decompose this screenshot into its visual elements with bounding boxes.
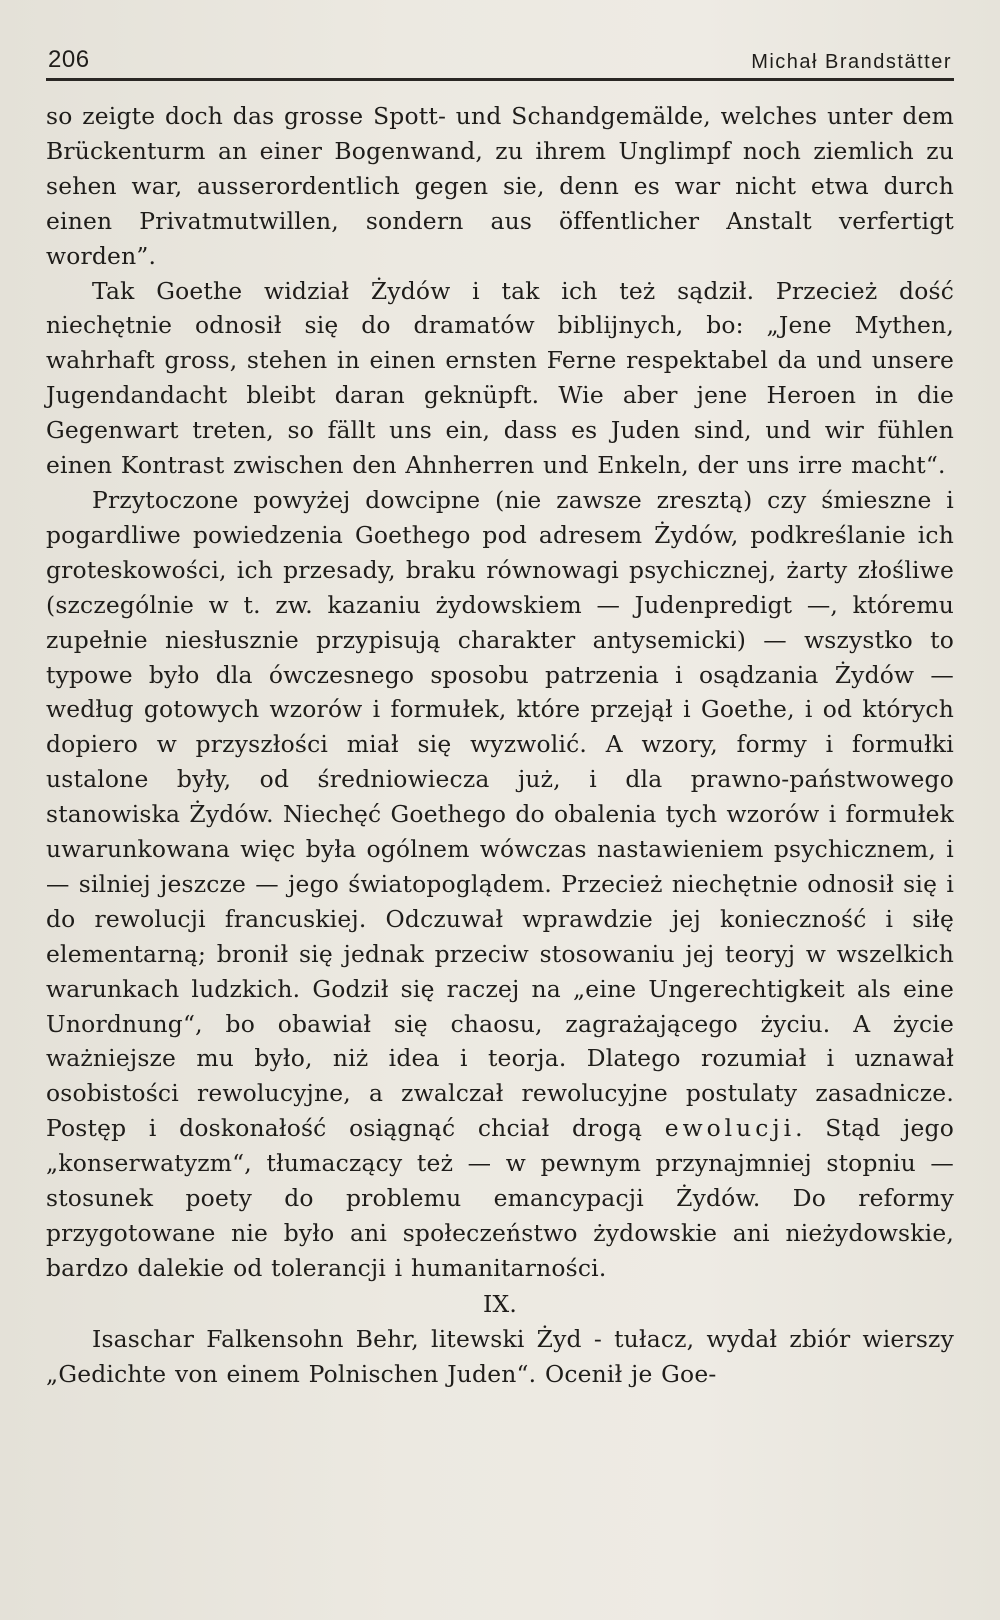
header-rule (46, 78, 954, 81)
running-head-author: Michał Brandstätter (751, 51, 952, 73)
page-number: 206 (48, 46, 90, 73)
paragraph-3-part-1: Przytoczone powyżej dowcipne (nie zawsze zresztą) czy śmieszne i pogardliwe powiedzenia Goethego pod adresem Żydów, podkreślanie ich groteskowości, ich przesady, braku równowagi psychicznej, żarty złośliwe (szczególnie w t. zw. kazaniu żydowskiem — Judenpredigt —, któremu zupełnie niesłusznie przypisują charakter antysemicki) — wszystko to typowe było dla ówczesnego sposobu patrzenia i osądzania Żydów — według gotowych wzorów i formułek, które przejął i Goethe, i od których dopiero w przyszłości miał się wyzwolić. A wzory, formy i formułki ustalone były, od średniowiecza już, i dla prawno-państwowego stanowiska Żydów. Niechęć Goethego do obalenia tych wzorów i formułek uwarunkowana więc była ogólnem wówczas nastawieniem psychicznem, i — silniej jeszcze — jego światopoglądem. Przecież niechętnie odnosił się i do rewolucji francuskiej. Odczuwał wprawdzie jej konieczność i siłę elementarną; bronił się jednak przeciw stosowaniu jej teoryj w wszelkich warunkach ludzkich. Godził się raczej na „eine Ungerechtigkeit als eine Unordnung“, bo obawiał się chaosu, zagrażającego życiu. A życie ważniejsze mu było, niż idea i teorja. Dlatego rozumiał i uznawał osobistości rewolucyjne, a zwalczał rewolucyjne postulaty zasadnicze. Postęp i doskonałość osiągnąć chciał drogą (46, 485, 954, 1143)
paragraph-3-part-2: . Stąd jego „konserwatyzm“, tłumaczący też — w pewnym przynajmniej stopniu — stosunek poety do problemu emancypacji Żydów. Do reformy przygotowane nie było ani społeczeństwo żydowskie ani nieżydowskie, bardzo dalekie od tolerancji i humanitarności. (46, 1114, 954, 1282)
paragraph-1: so zeigte doch das grosse Spott- und Schandgemälde, welches unter dem Brückenturm an einer Bogenwand, zu ihrem Unglimpf noch ziemlich zu sehen war, ausserordentlich gegen sie, denn es war nicht etwa durch einen Privatmutwillen, sondern aus öffentlicher Anstalt verfertigt worden”. (46, 102, 954, 270)
paragraph-2: Tak Goethe widział Żydów i tak ich też sądził. Przecież dość niechętnie odnosił się do dramatów biblijnych, bo: „Jene Mythen, wahrhaft gross, stehen in einen ernsten Ferne respektabel da und unsere Jugendandacht bleibt daran geknüpft. Wie aber jene Heroen in die Gegenwart treten, so fällt uns ein, dass es Juden sind, und wir fühlen einen Kontrast zwischen den Ahnherren und Enkeln, der uns irre macht“. (46, 276, 954, 480)
page-header (46, 44, 954, 74)
spaced-word-ewolucji: ewolucji (664, 1114, 796, 1143)
paragraph-4: Isaschar Falkensohn Behr, litewski Żyd - tułacz, wydał zbiór wierszy „Gedichte von einem Polnischen Juden“. Ocenił je Goe- (46, 1324, 954, 1388)
body-text (46, 99, 954, 1392)
section-heading: IX. (483, 1289, 517, 1318)
paragraph-3 (46, 483, 954, 1286)
